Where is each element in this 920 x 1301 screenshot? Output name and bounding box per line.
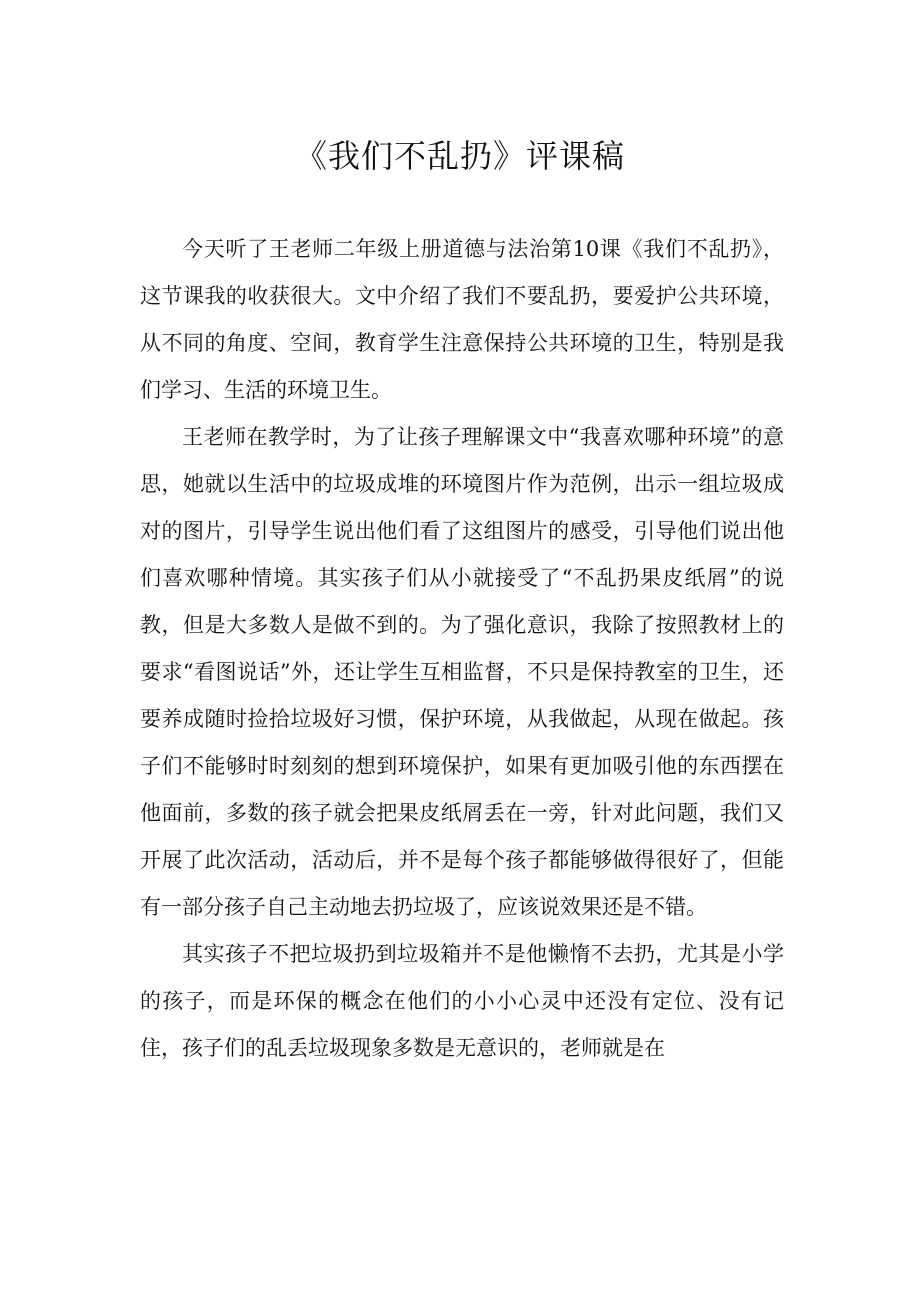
document-body (140, 226, 784, 1072)
paragraph-2: 王老师在教学时，为了让孩子理解课文中“我喜欢哪种环境”的意思，她就以生活中的垃圾成堆的环境图片作为范例，出示一组垃圾成对的图片，引导学生说出他们看了这组图片的感受，引导他们说出他们喜欢哪种情境。其实孩子们从小就接受了“不乱扔果皮纸屑”的说教，但是大多数人是做不到的。为了强化意识，我除了按照教材上的要求“看图说话”外，还让学生互相监督，不只是保持教室的卫生，还要养成随时捡拾垃圾好习惯，保护环境，从我做起，从现在做起。孩子们不能够时时刻刻的想到环境保护，如果有更加吸引他的东西摆在他面前，多数的孩子就会把果皮纸屑丢在一旁，针对此问题，我们又开展了此次活动，活动后，并不是每个孩子都能够做得很好了，但能有一部分孩子自己主动地去扔垃圾了，应该说效果还是不错。 (140, 425, 784, 919)
paragraph-1: 今天听了王老师二年级上册道德与法治第10课《我们不乱扔》，这节课我的收获很大。文中介绍了我们不要乱扔，要爱护公共环境，从不同的角度、空间，教育学生注意保持公共环境的卫生，特别是我们学习、生活的环境卫生。 (140, 237, 784, 402)
paragraph-3: 其实孩子不把垃圾扔到垃圾箱并不是他懒惰不去扔，尤其是小学的孩子，而是环保的概念在他们的小小心灵中还没有定位、没有记住，孩子们的乱丢垃圾现象多数是无意识的，老师就是在 (140, 942, 784, 1060)
document-title: 《我们不乱扔》评课稿 (294, 137, 625, 175)
